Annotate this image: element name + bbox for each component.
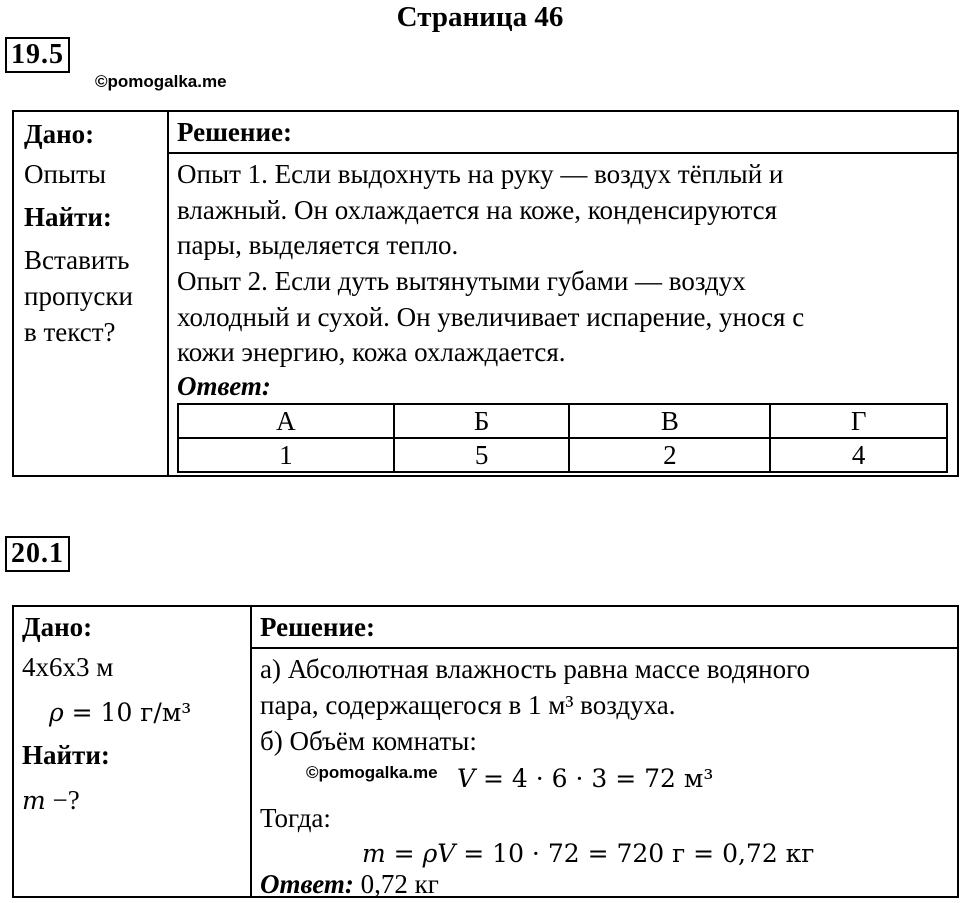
mass-formula	[362, 836, 814, 871]
rho-v-symbol: ρV	[422, 839, 456, 868]
answer-value-cell: 5	[394, 438, 570, 472]
answer-label: Ответ:	[260, 869, 354, 899]
find-line-2: пропуски	[24, 281, 133, 311]
given-column	[14, 607, 252, 896]
mass-equals: =	[385, 839, 423, 868]
task-20-1-table	[12, 605, 959, 898]
task-19-5-table	[12, 110, 959, 477]
find-label: Найти:	[24, 202, 112, 232]
solution-column	[169, 112, 957, 475]
task-number-19-5: 19.5	[5, 37, 70, 73]
given-label: Дано:	[22, 612, 93, 642]
answer-header-cell: Г	[770, 404, 947, 438]
answer-value: 0,72 кг	[353, 869, 439, 899]
volume-formula	[457, 761, 713, 796]
density-value: = 10 г/м³	[63, 698, 192, 727]
solution-line: холодный и сухой. Он увеличивает испарение, унося с	[177, 302, 805, 332]
find-value	[22, 783, 80, 818]
given-label: Дано:	[24, 119, 95, 149]
answer-header-cell: А	[178, 404, 394, 438]
mass-value: = 10 · 72 = 720 г = 0,72 кг	[455, 839, 815, 868]
solution-line: кожи энергию, кожа охлаждается.	[177, 337, 566, 367]
volume-symbol: V	[457, 764, 476, 793]
solution-line-b: б) Объём комнаты:	[260, 726, 477, 756]
solution-header-row	[169, 112, 957, 154]
given-column	[14, 112, 169, 475]
find-line-1: Вставить	[24, 245, 130, 275]
answer-header-cell: В	[569, 404, 770, 438]
solution-label: Решение:	[260, 612, 375, 642]
solution-line: пары, выделяется тепло.	[177, 230, 459, 260]
answer-value-cell: 4	[770, 438, 947, 472]
watermark-inline: ©pomogalka.me	[306, 763, 438, 782]
solution-line: Опыт 1. Если выдохнуть на руку — воздух тёплый и	[177, 159, 784, 189]
find-line-3: в текст?	[24, 317, 116, 347]
find-question: −?	[45, 785, 80, 815]
then-label: Тогда:	[260, 803, 331, 833]
solution-column	[252, 607, 957, 899]
answer-label: Ответ:	[177, 371, 271, 401]
answer-table	[177, 403, 948, 473]
watermark-top: ©pomogalka.me	[95, 72, 227, 91]
mass-symbol: m	[22, 786, 46, 815]
volume-value: = 4 · 6 · 3 = 72 м³	[475, 764, 714, 793]
solution-line: Опыт 2. Если дуть вытянутыми губами — воздух	[177, 266, 746, 296]
answer-header-row	[178, 404, 947, 438]
answer-value-cell: 1	[178, 438, 394, 472]
solution-line-a1: а) Абсолютная влажность равна массе водяного	[260, 654, 811, 684]
page-title: Страница 46	[396, 1, 564, 33]
answer-line	[260, 867, 439, 902]
rho-symbol: ρ	[49, 698, 64, 727]
solution-line: влажный. Он охлаждается на коже, конденсируются	[177, 195, 777, 225]
task-number-20-1: 20.1	[5, 536, 70, 572]
mass-symbol: m	[362, 839, 386, 868]
answer-value-cell: 2	[569, 438, 770, 472]
answer-value-row	[178, 438, 947, 472]
solution-header-row	[252, 607, 957, 649]
given-value: Опыты	[24, 159, 107, 189]
solution-label: Решение:	[177, 117, 292, 147]
given-density	[49, 695, 191, 730]
given-dimensions: 4х6х3 м	[22, 652, 114, 682]
answer-header-cell: Б	[394, 404, 570, 438]
find-label: Найти:	[22, 740, 110, 770]
solution-line-a2: пара, содержащегося в 1 м³ воздуха.	[260, 690, 676, 720]
